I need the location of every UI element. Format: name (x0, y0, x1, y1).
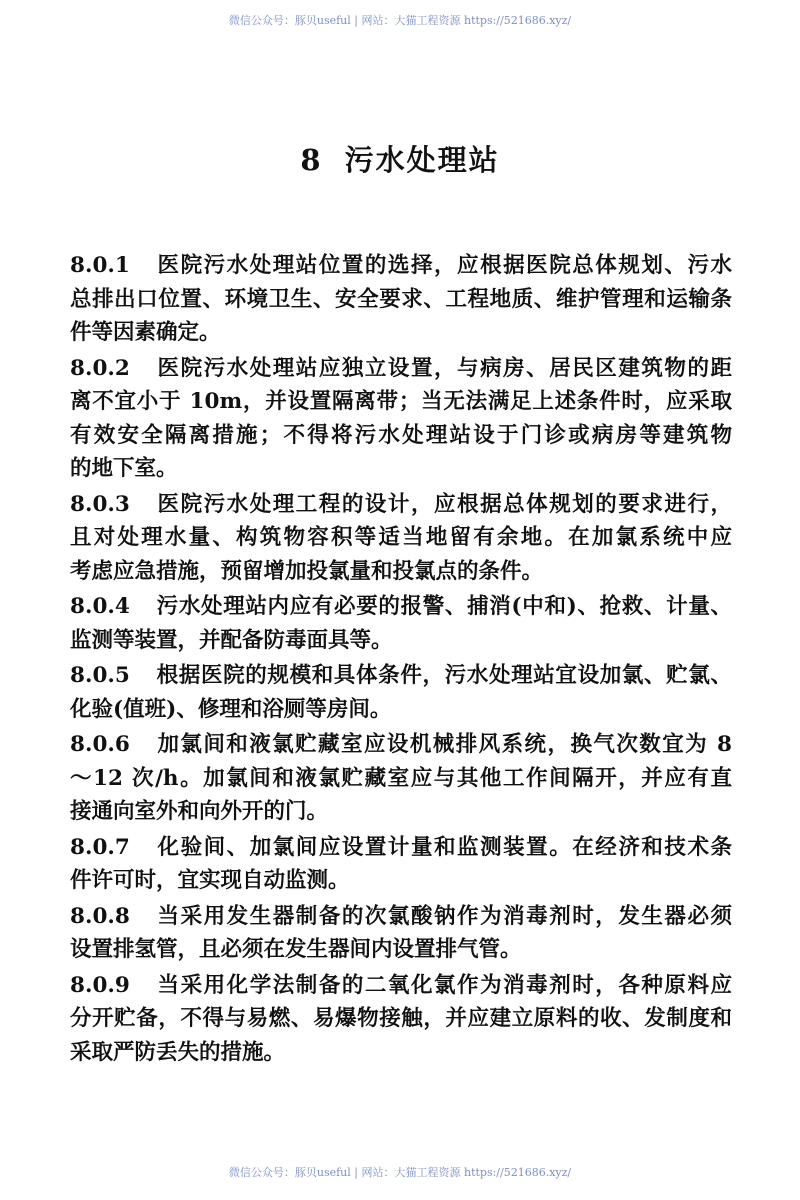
clause-line (70, 521, 732, 555)
watermark-top: 微信公众号：豚贝useful | 网站：大猫工程资源 https://521686.xyz/ (228, 14, 572, 27)
clause-line (70, 659, 732, 693)
clause-text: 离不宜小于 10m，并设置隔离带；当无法满足上述条件时，应采取 (70, 389, 732, 414)
clause-8-0-6 (70, 728, 732, 829)
clause-line (70, 316, 732, 350)
clause-text: 化验间、加氯间应设置计量和监测装置。在经济和技术条 (156, 834, 732, 860)
clause-8-0-4 (70, 590, 732, 657)
clause-text: 污水处理站内应有必要的报警、捕消(中和)、抢救、计量、 (156, 594, 732, 619)
clause-line (70, 969, 732, 1003)
chapter-title: 污水处理站 (344, 143, 500, 177)
clause-8-0-2 (70, 352, 732, 486)
clause-text: 接通向室外和向外开的门。 (70, 799, 329, 824)
clause-line (70, 864, 732, 898)
clause-text: 当采用发生器制备的次氯酸钠作为消毒剂时，发生器必须 (156, 903, 732, 929)
clause-line (70, 385, 732, 419)
clause-8-0-8 (70, 900, 732, 967)
clause-line (70, 933, 732, 967)
clause-8-0-9 (70, 969, 732, 1070)
clause-text: 根据医院的规模和具体条件，污水处理站宜设加氯、贮氯、 (156, 663, 732, 688)
clause-number: 8.0.8 (70, 903, 130, 929)
clause-number: 8.0.3 (70, 491, 130, 517)
clause-number: 8.0.1 (70, 253, 130, 278)
clause-line (70, 762, 732, 796)
clause-number: 8.0.9 (70, 972, 130, 998)
clause-8-0-1 (70, 249, 732, 350)
clause-8-0-5 (70, 659, 732, 726)
clause-line (70, 488, 732, 522)
clause-line (70, 693, 732, 727)
chapter-heading (0, 138, 800, 179)
clause-text: 分开贮备，不得与易燃、易爆物接触，并应建立原料的收、发制度和 (70, 1006, 732, 1031)
clause-text: 医院污水处理工程的设计，应根据总体规划的要求进行， (156, 491, 732, 517)
clause-text: 采取严防丢失的措施。 (70, 1039, 286, 1065)
clause-text: ～12 次/h。加氯间和液氯贮藏室应与其他工作间隔开，并应有直 (70, 765, 732, 791)
clause-text: 总排出口位置、环境卫生、安全要求、工程地质、维护管理和运输条 (70, 286, 732, 312)
chapter-number: 8 (300, 143, 323, 177)
clause-text: 化验(值班)、修理和浴厕等房间。 (70, 696, 392, 722)
clause-text: 加氯间和液氯贮藏室应设机械排风系统，换气次数宜为 8 (156, 732, 732, 757)
clause-text: 有效安全隔离措施；不得将污水处理站设于门诊或病房等建筑物 (70, 422, 732, 448)
clauses-body (70, 249, 732, 1071)
clause-text: 当采用化学法制备的二氧化氯作为消毒剂时，各种原料应 (156, 972, 732, 998)
clause-text: 医院污水处理站应独立设置，与病房、居民区建筑物的距 (156, 355, 732, 381)
clause-number: 8.0.2 (70, 355, 130, 381)
clause-line (70, 831, 732, 865)
clause-number: 8.0.5 (70, 663, 130, 688)
clause-line (70, 1036, 732, 1070)
clause-text: 医院污水处理站位置的选择，应根据医院总体规划、污水 (156, 253, 732, 278)
clause-line (70, 728, 732, 762)
clause-line (70, 452, 732, 486)
clause-line (70, 590, 732, 624)
clause-text: 件等因素确定。 (70, 320, 221, 345)
clause-number: 8.0.6 (70, 732, 130, 757)
clause-text: 的地下室。 (70, 456, 178, 481)
clause-line (70, 283, 732, 317)
clause-line (70, 624, 732, 658)
clause-line (70, 249, 732, 283)
clause-text: 且对处理水量、构筑物容积等适当地留有余地。在加氯系统中应 (70, 525, 732, 550)
clause-text: 监测等装置，并配备防毒面具等。 (70, 627, 393, 653)
clause-8-0-3 (70, 488, 732, 589)
watermark-bottom: 微信公众号：豚贝useful | 网站：大猫工程资源 https://521686.xyz/ (228, 1166, 572, 1179)
clause-line (70, 795, 732, 829)
clause-number: 8.0.7 (70, 834, 130, 860)
clause-line (70, 900, 732, 934)
clause-text: 设置排氢管，且必须在发生器间内设置排气管。 (70, 937, 522, 962)
clause-line (70, 352, 732, 386)
clause-text: 考虑应急措施，预留增加投氯量和投氯点的条件。 (70, 558, 544, 584)
clause-number: 8.0.4 (70, 594, 130, 619)
clause-line (70, 555, 732, 589)
clause-8-0-7 (70, 831, 732, 898)
clause-line (70, 419, 732, 453)
clause-text: 件许可时，宜实现自动监测。 (70, 868, 350, 893)
clause-line (70, 1002, 732, 1036)
